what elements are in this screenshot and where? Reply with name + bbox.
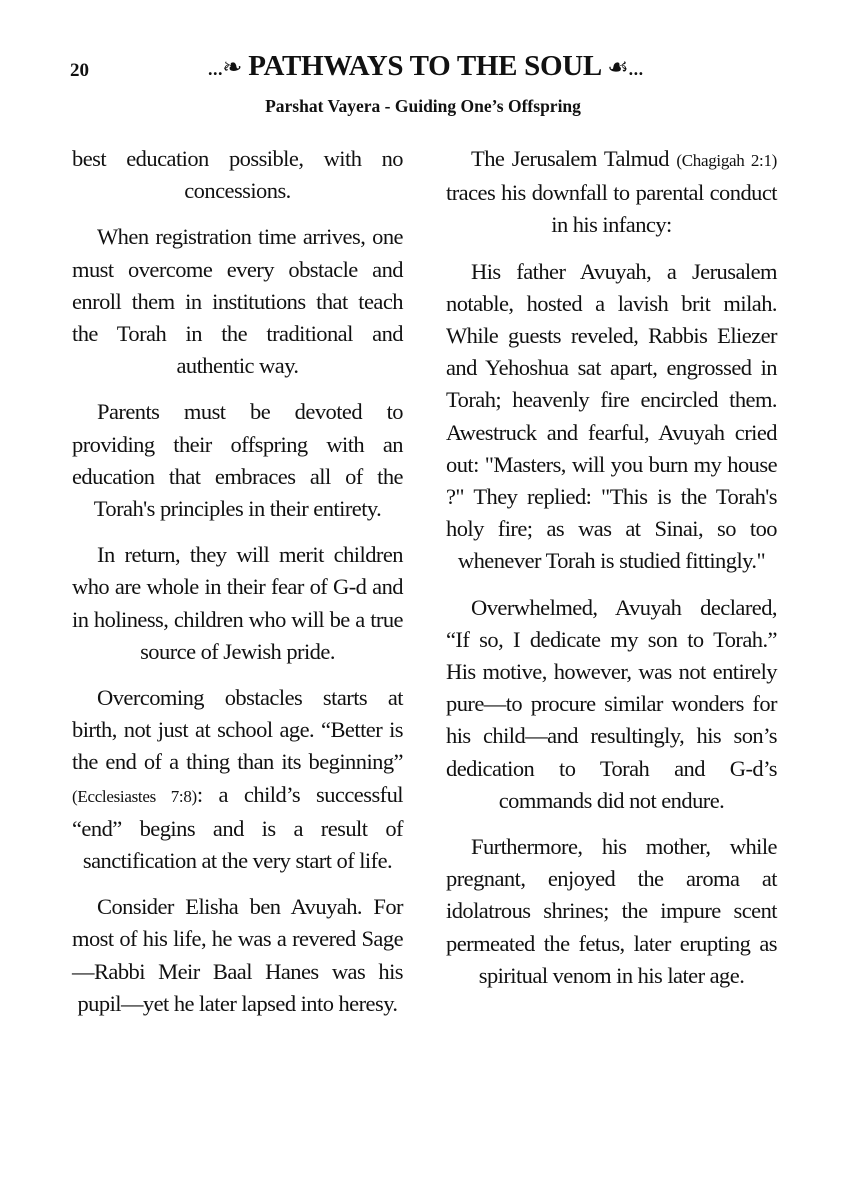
right-column bbox=[446, 143, 777, 1006]
paragraph bbox=[446, 831, 777, 992]
paragraph-text: Furthermore, his mother, while pregnant, enjoyed the aroma at idolatrous shrines; the impure scent permeated the fetus, later erupting as spiritual venom in his later age. bbox=[446, 834, 777, 988]
paragraph bbox=[72, 143, 403, 207]
paragraph bbox=[72, 891, 403, 1020]
paragraph bbox=[446, 256, 777, 578]
paragraph-text: best education possible, with no concessions. bbox=[72, 146, 403, 204]
paragraph-text: The Jerusalem Talmud bbox=[471, 146, 677, 171]
paragraph-text: Parents must be devoted to providing their offspring with an education that embraces all of the Torah's principles in their entirety. bbox=[72, 399, 403, 522]
paragraph-text: : a child’s successful “end” begins and is a result of sanctification at the very start of life. bbox=[72, 781, 404, 874]
paragraph bbox=[72, 221, 403, 382]
paragraph-text: Overwhelmed, Avuyah declared, “If so, I dedicate my son to Torah.” His motive, however, was not entirely pure—to procure similar wonders for his child—and resultingly, his son’s dedication to Torah and G-d’s commands did not endure. bbox=[446, 594, 777, 813]
source-citation: (Ecclesiastes 7:8) bbox=[72, 786, 197, 806]
paragraph bbox=[72, 539, 403, 668]
paragraph-text: Consider Elisha ben Avuyah. For most of his life, he was a revered Sage—Rabbi Meir Baal Hanes was his pupil—yet he later lapsed into heresy. bbox=[72, 894, 403, 1016]
source-citation: (Chagigah 2:1) bbox=[676, 151, 778, 170]
paragraph bbox=[446, 592, 777, 817]
chapter-subtitle: Parshat Vayera - Guiding One’s Offspring bbox=[265, 96, 581, 116]
paragraph bbox=[72, 682, 403, 877]
running-title bbox=[130, 50, 720, 83]
paragraph-text: Overcoming obstacles starts at birth, not just at school age. “Better is the end of a thing than its beginning” bbox=[72, 685, 403, 775]
left-column bbox=[72, 143, 403, 1034]
ornament-left-icon: ...❧ bbox=[207, 55, 242, 81]
book-title: PATHWAYS TO THE SOUL bbox=[248, 50, 601, 82]
paragraph bbox=[446, 143, 777, 242]
paragraph-text: In return, they will merit children who are whole in their fear of G-d and in holiness, children who will be a true source of Jewish pride. bbox=[72, 542, 403, 664]
ornament-right-icon: ☙... bbox=[607, 55, 643, 81]
paragraph bbox=[72, 396, 403, 525]
page-number: 20 bbox=[70, 60, 89, 81]
paragraph-text: His father Avuyah, a Jerusalem notable, hosted a lavish brit milah. While guests reveled, Rabbis Eliezer and Yehoshua sat apart, engrossed in Torah; heavenly fire encircled them. Awestruck and fearful, Avuyah cried out: "Masters, will you burn my house ?" They replied: "This is the Torah's holy fire; as was at Sinai, so too whenever Torah is studied fittingly." bbox=[446, 258, 777, 574]
paragraph-text: When registration time arrives, one must overcome every obstacle and enroll them in institutions that teach the Torah in the traditional and authentic way. bbox=[72, 224, 403, 379]
paragraph-text: traces his downfall to parental conduct in his infancy: bbox=[446, 180, 777, 238]
